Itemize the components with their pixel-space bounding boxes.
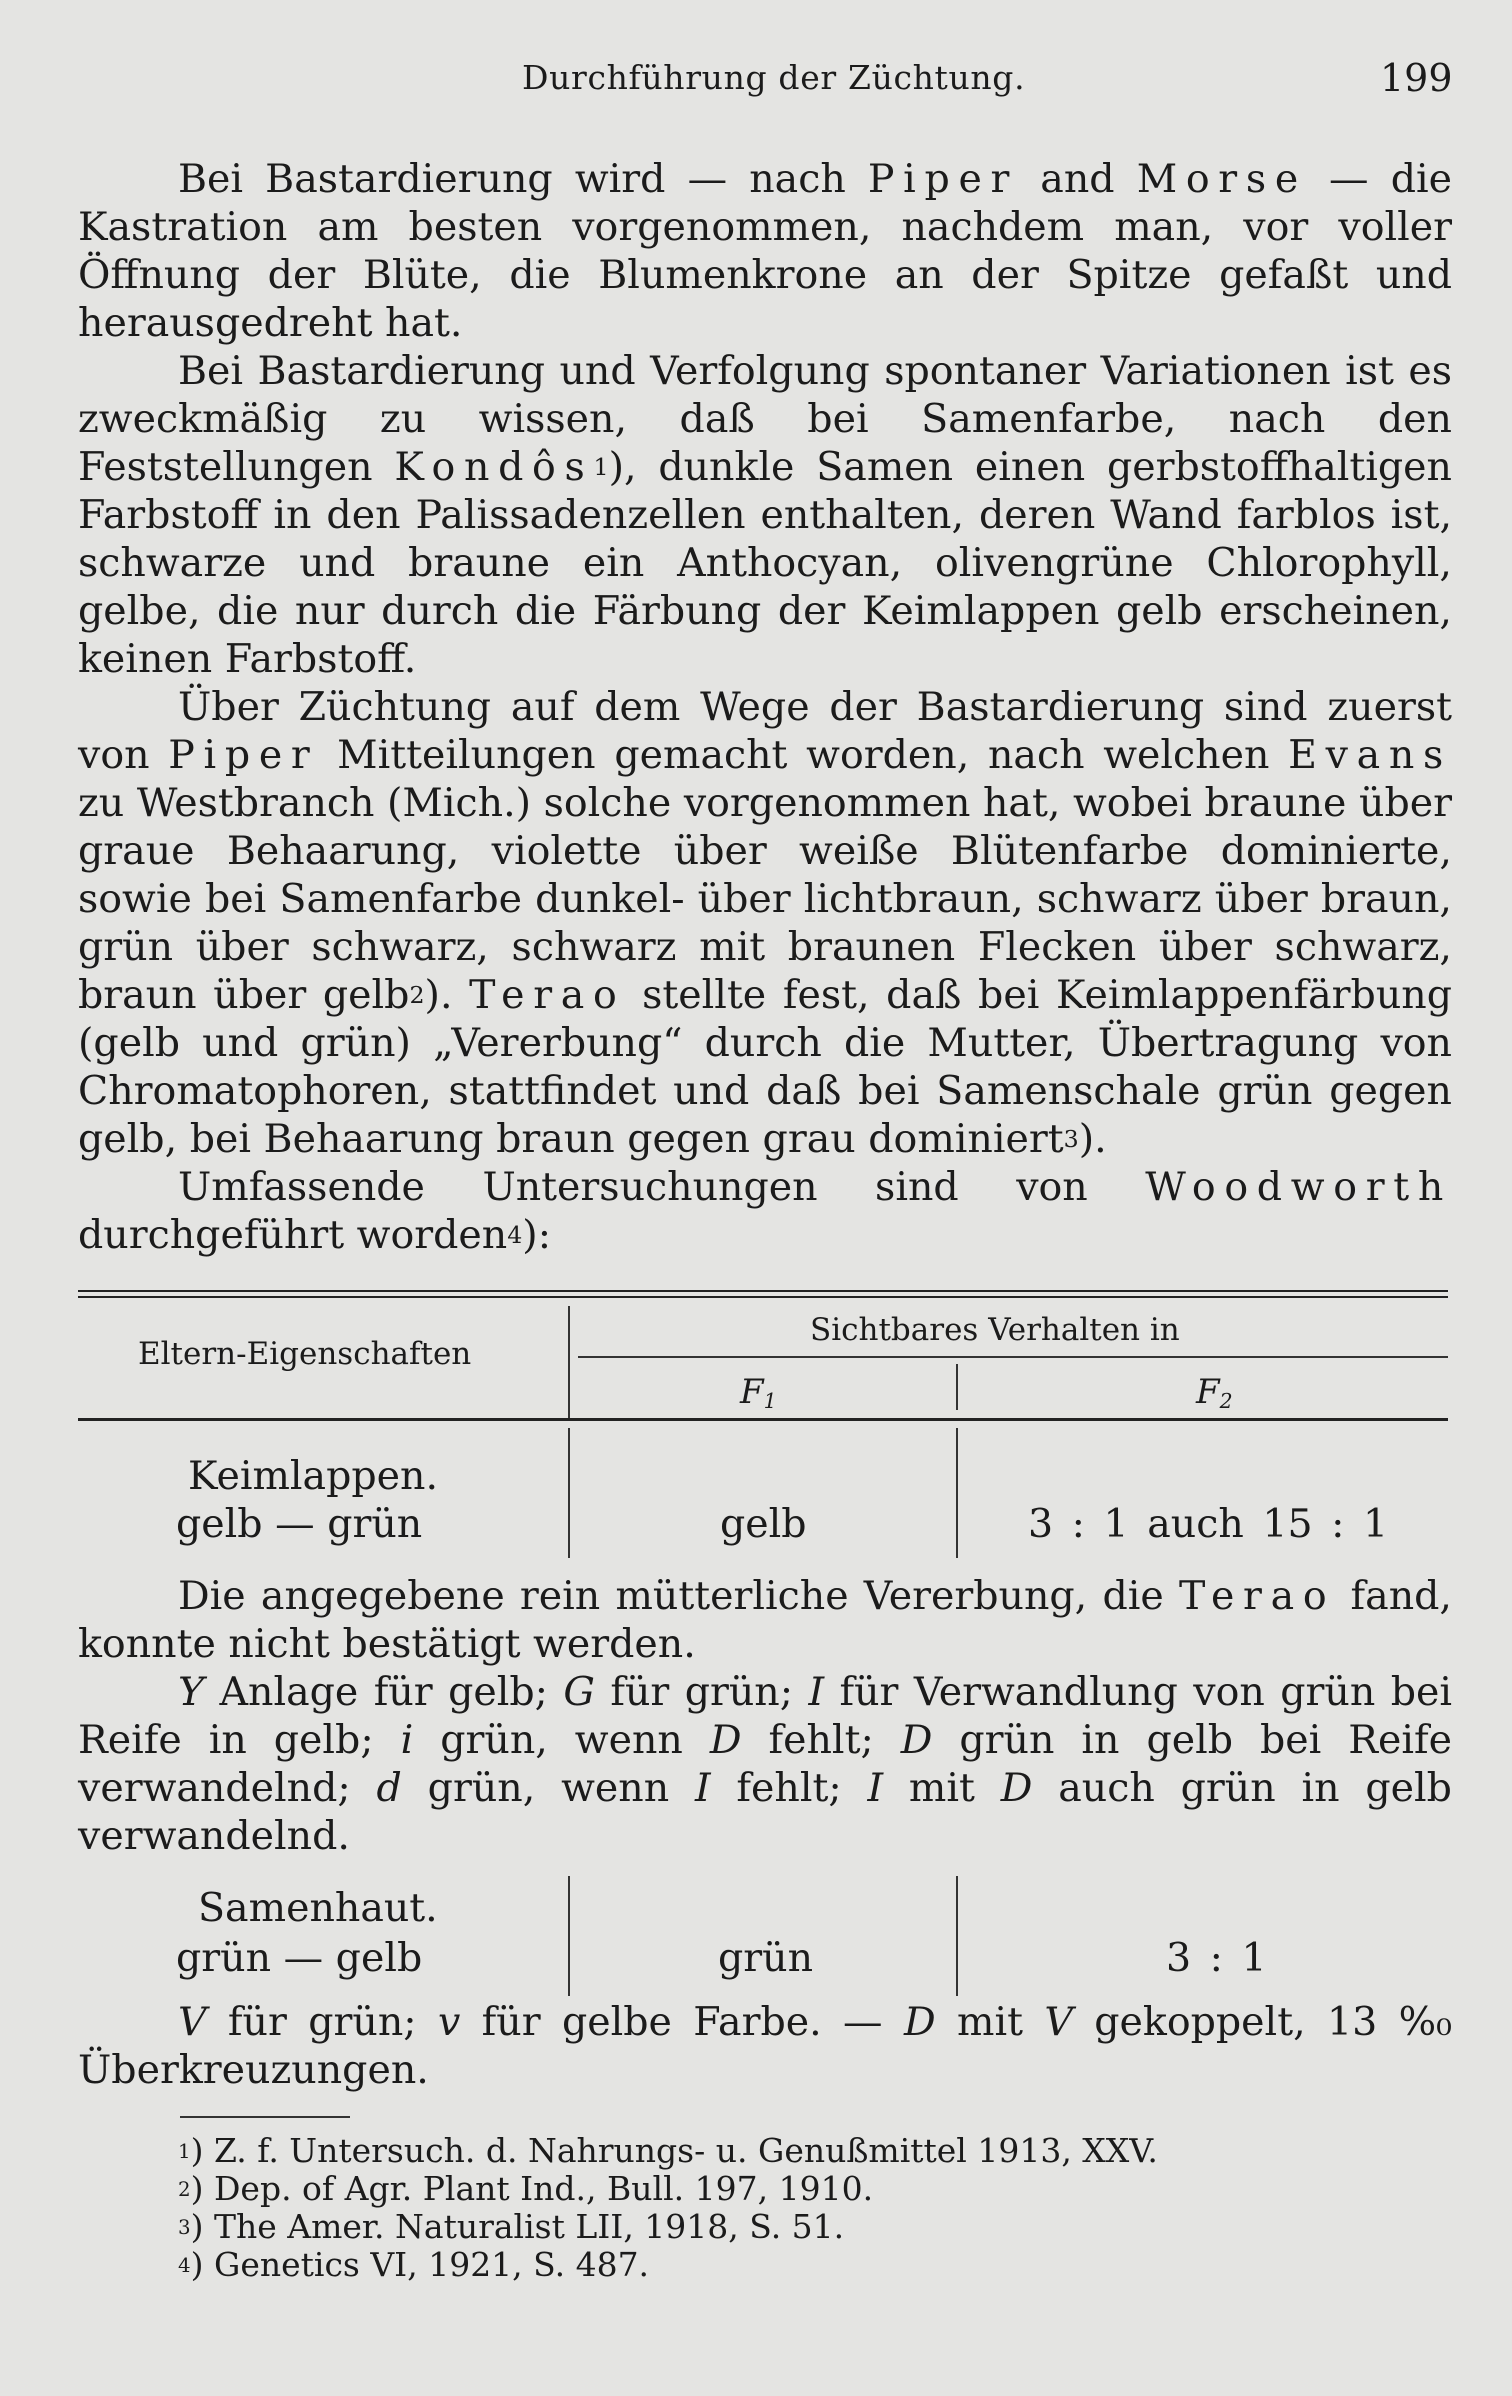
row-label: Samenhaut. — [198, 1885, 438, 1931]
footnote-ref[interactable]: 1 — [593, 453, 609, 482]
col-header-group: Sichtbares Verhalten in — [810, 1312, 1180, 1348]
footnote-rule — [180, 2116, 350, 2118]
table-cell-f1: grün — [718, 1935, 814, 1981]
column-divider — [568, 1876, 570, 1996]
table-cell-f2: 3 : 1 — [1166, 1935, 1267, 1981]
footnote: $^4$) Genetics VI, 1921, S. 487. — [178, 2245, 650, 2284]
subheader-divider — [956, 1364, 958, 1410]
paragraph: V für grün; v für gelbe Farbe. — D mit V gekoppelt, 13 %₀ Überkreuzungen. — [78, 1999, 1452, 2093]
interlude-text — [78, 1572, 1452, 1860]
subheader-rule — [578, 1356, 1448, 1358]
paragraph: Y Anlage für gelb; G für grün; I für Verwandlung von grün bei Reife in gelb; i grün, wenn D fehlt; D grün in gelb bei Reife verwandelnd; d grün, wenn I fehlt; I mit D auch grün in gelb verwandelnd. — [78, 1669, 1452, 1859]
paragraph: Bei Bastardierung wird — nach Piper and Morse — die Kastration am besten vorgenommen, nachdem man, vor voller Öffnung der Blüte, die Blumenkrone an der Spitze gefaßt und herausgedreht hat. — [78, 156, 1452, 346]
closing-text — [78, 1998, 1452, 2094]
paragraph: Die angegebene rein mütterliche Vererbung, die Terao fand, konnte nicht bestätigt werden. — [78, 1573, 1452, 1667]
col-header-f1: $F_1$ — [740, 1372, 777, 1414]
row-label: Keimlappen. — [188, 1453, 439, 1499]
table-cell-f1: gelb — [720, 1501, 807, 1547]
column-divider — [956, 1876, 958, 1996]
paragraph: Umfassende Untersuchungen sind von Woodworth durchgeführt worden$^4$): — [78, 1164, 1452, 1258]
table-cell-f2: 3 : 1 auch 15 : 1 — [1028, 1501, 1389, 1547]
running-header — [0, 58, 1512, 106]
table-cell-parents: grün — gelb — [176, 1935, 423, 1981]
footnote-ref[interactable]: 3 — [1063, 1125, 1079, 1154]
table-header-rule — [78, 1418, 1448, 1421]
col-header-parents: Eltern-Eigenschaften — [138, 1336, 472, 1372]
header-divider — [568, 1306, 570, 1418]
table-top-rule — [78, 1290, 1448, 1292]
column-divider — [568, 1428, 570, 1558]
paragraph: Über Züchtung auf dem Wege der Bastardierung sind zuerst von Piper Mitteilungen gemacht worden, nach welchen Evans zu Westbranch (Mich.) solche vorgenommen hat, wobei braune über graue Behaarung, violette über weiße Blütenfarbe dominierte, sowie bei Samenfarbe dunkel- über lichtbraun, schwarz über braun, grün über schwarz, schwarz mit braunen Flecken über schwarz, braun über gelb$^2$). Terao stellte fest, daß bei Keimlappenfärbung (gelb und grün) „Vererbung“ durch die Mutter, Übertragung von Chromatophoren, stattfindet und daß bei Samenschale grün gegen gelb, bei Behaarung braun gegen grau dominiert$^3$). — [78, 684, 1453, 1162]
footnote: $^3$) The Amer. Naturalist LII, 1918, S. 51. — [178, 2207, 845, 2246]
footnote-ref[interactable]: 2 — [409, 981, 425, 1010]
table-cell-parents: gelb — grün — [176, 1501, 423, 1547]
footnote-ref[interactable]: 4 — [507, 1221, 523, 1250]
paragraph: Bei Bastardierung und Verfolgung spontaner Variationen ist es zweckmäßig zu wissen, daß bei Samenfarbe, nach den Feststellungen Kondôs$^1$), dunkle Samen einen gerbstoffhaltigen Farbstoff in den Palissadenzellen enthalten, deren Wand farblos ist, schwarze und braune ein Anthocyan, olivengrüne Chlorophyll, gelbe, die nur durch die Färbung der Keimlappen gelb erscheinen, keinen Farbstoff. — [78, 348, 1452, 682]
col-header-f2: $F_2$ — [1196, 1372, 1233, 1414]
footnotes — [178, 2132, 1158, 2284]
main-text — [78, 155, 1452, 1259]
page-number: 199 — [1380, 56, 1453, 100]
column-divider — [956, 1428, 958, 1558]
running-title: Durchführung der Züchtung. — [522, 58, 1026, 97]
footnote: $^1$) Z. f. Untersuch. d. Nahrungs- u. Genußmittel 1913, XXV. — [178, 2131, 1158, 2170]
footnote: $^2$) Dep. of Agr. Plant Ind., Bull. 197, 1910. — [178, 2169, 874, 2208]
table-top-rule — [78, 1296, 1448, 1298]
